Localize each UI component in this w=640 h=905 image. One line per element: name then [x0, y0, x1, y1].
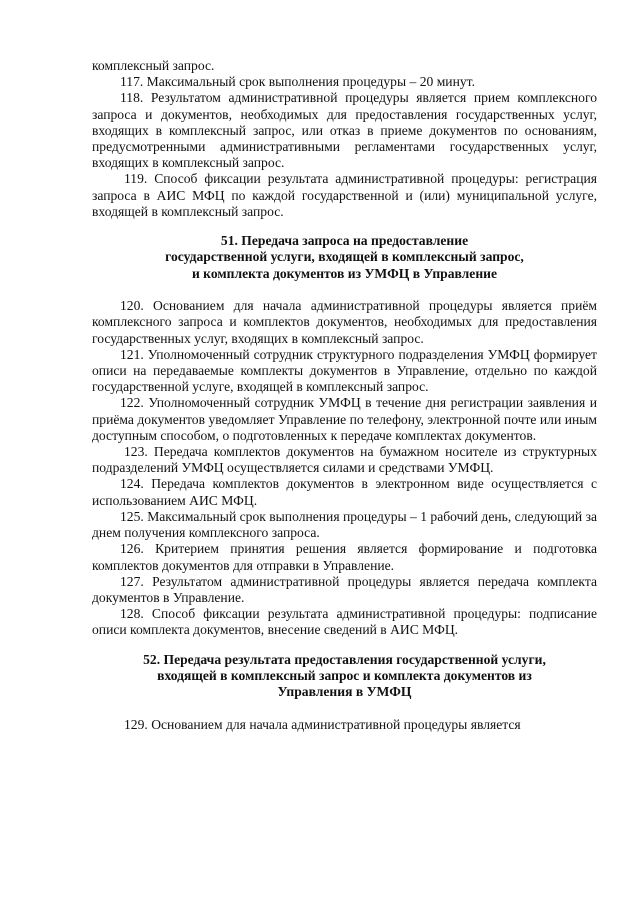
section-heading-51: [92, 233, 597, 282]
paragraph-123: 123. Передача комплектов документов на бумажном носителе из структурных подразделений УМФЦ осуществляется силами и средствами УМФЦ.: [92, 444, 597, 476]
heading-line: входящей в комплексный запрос и комплекта документов из: [157, 667, 532, 683]
heading-line: и комплекта документов из УМФЦ в Управление: [191, 265, 498, 281]
paragraph-129: 129. Основанием для начала административной процедуры является: [124, 716, 521, 732]
paragraph-126: 126. Критерием принятия решения является формирование и подготовка комплектов документов для отправки в Управление.: [92, 541, 597, 573]
heading-line: государственной услуги, входящей в комплексный запрос,: [165, 249, 524, 265]
heading-line: Управления в УМФЦ: [277, 684, 412, 700]
paragraph-117: 117. Максимальный срок выполнения процедуры – 20 минут.: [120, 74, 475, 90]
paragraph-127: 127. Результатом административной процедуры является передача комплекта документов в Управление.: [92, 573, 597, 605]
heading-line: 52. Передача результата предоставления государственной услуги,: [143, 651, 546, 667]
heading-line: 51. Передача запроса на предоставление: [220, 233, 469, 249]
paragraph-121: 121. Уполномоченный сотрудник структурного подразделения УМФЦ формирует описи на передаваемые комплекты документов в Управление, отдельно по каждой государственной услуге, входящей в комплексный запрос.: [92, 346, 597, 395]
document-page: [92, 58, 597, 733]
paragraph-118: 118. Результатом административной процедуры является прием комплексного запроса и документов, необходимых для предоставления государственных услуг, входящих в комплексный запрос, или отказ в приеме документов по основаниям, предусмотренными административными регламентами государственных услуг, входящих в комплексный запрос.: [92, 90, 597, 171]
paragraph-119: 119. Способ фиксации результата административной процедуры: регистрация запроса в АИС МФЦ по каждой государственной и (или) муниципальной услуге, входящей в комплексный запрос.: [92, 171, 597, 219]
section-heading-52: [92, 652, 597, 701]
paragraph-125: 125. Максимальный срок выполнения процедуры – 1 рабочий день, следующий за днем получения комплексного запроса.: [92, 508, 597, 541]
paragraph: комплексный запрос.: [92, 58, 215, 73]
paragraph-120: 120. Основанием для начала административной процедуры является приём комплексного запроса и комплектов документов, необходимых для предоставления государственных услуг, входящих в комплексный запрос.: [92, 298, 597, 346]
paragraph-124: 124. Передача комплектов документов в электронном виде осуществляется с использованием АИС МФЦ.: [92, 476, 597, 508]
paragraph-128: 128. Способ фиксации результата административной процедуры: подписание описи комплекта документов, внесение сведений в АИС МФЦ.: [92, 606, 597, 638]
paragraph-122: 122. Уполномоченный сотрудник УМФЦ в течение дня регистрации заявления и приёма документов уведомляет Управление по телефону, электронной почте или иным доступным способом, о подготовленных к передаче комплектах документов.: [92, 395, 597, 443]
